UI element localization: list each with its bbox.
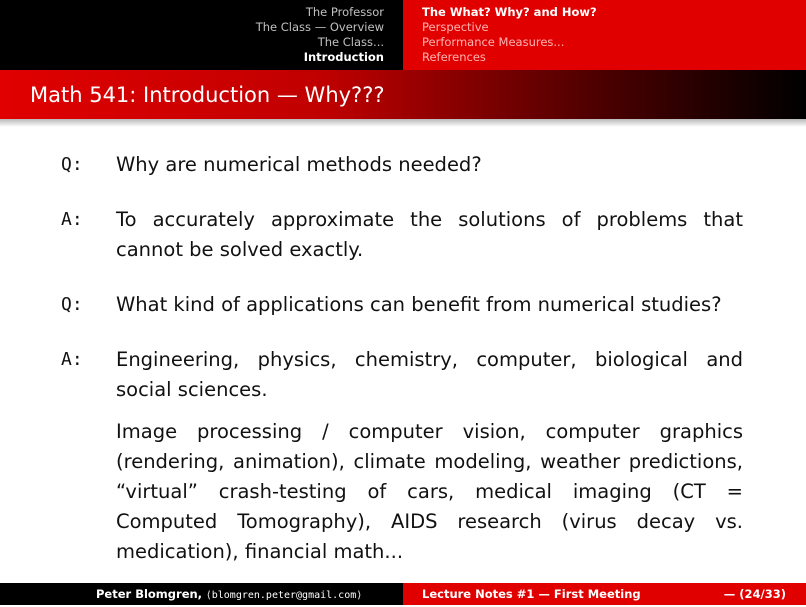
qa-text-continued: Image processing / computer vision, computer graphics (rendering, animation), climate modeling, weather predictions, “virtual” crash-testing of cars, medical imaging (CT = Computed Tomography), AIDS research (virus decay vs. medication), financial math... xyxy=(116,420,743,563)
nav-item-what-why-how[interactable]: The What? Why? and How? xyxy=(422,5,597,19)
footer-page-number: — (24/33) xyxy=(723,587,786,601)
nav-item-class-overview[interactable]: The Class — Overview xyxy=(255,20,384,34)
nav-sections xyxy=(0,0,403,70)
qa-item xyxy=(0,205,806,265)
footer-author-block xyxy=(0,583,403,605)
qa-text: To accurately approximate the solutions of problems that cannot be solved exactly. xyxy=(116,208,743,261)
qa-label: A: xyxy=(61,209,83,230)
qa-text: Engineering, physics, chemistry, computer, biological and social sciences. xyxy=(116,348,743,401)
spacer xyxy=(0,265,806,290)
spacer xyxy=(0,405,806,417)
qa-label: A: xyxy=(61,349,83,370)
frame-title-bar xyxy=(0,70,806,119)
qa-label: Q: xyxy=(61,294,83,315)
qa-text: What kind of applications can benefit from numerical studies? xyxy=(116,293,722,316)
footer-lecture-block xyxy=(403,583,806,605)
qa-text: Why are numerical methods needed? xyxy=(116,153,482,176)
title-shadow xyxy=(0,119,806,127)
spacer xyxy=(0,180,806,205)
qa-item xyxy=(0,150,806,180)
footer-author: Peter Blomgren, xyxy=(96,587,203,601)
nav-item-the-professor[interactable]: The Professor xyxy=(305,5,384,19)
frame-title: Math 541: Introduction — Why??? xyxy=(30,83,385,107)
qa-label: Q: xyxy=(61,154,83,175)
footer xyxy=(0,583,806,605)
nav-item-references[interactable]: References xyxy=(422,50,486,64)
footer-lecture-title: Lecture Notes #1 — First Meeting xyxy=(422,587,641,601)
slide-content xyxy=(0,150,806,567)
nav-item-performance-measures[interactable]: Performance Measures... xyxy=(422,35,565,49)
spacer xyxy=(0,320,806,345)
nav-item-perspective[interactable]: Perspective xyxy=(422,20,489,34)
nav-item-introduction[interactable]: Introduction xyxy=(303,50,384,64)
qa-item xyxy=(0,345,806,567)
top-navigation xyxy=(0,0,806,70)
nav-subsections xyxy=(403,0,806,70)
footer-email: ⟨blomgren.peter@gmail.com⟩ xyxy=(205,590,363,601)
nav-item-the-class[interactable]: The Class... xyxy=(317,35,384,49)
qa-item xyxy=(0,290,806,320)
